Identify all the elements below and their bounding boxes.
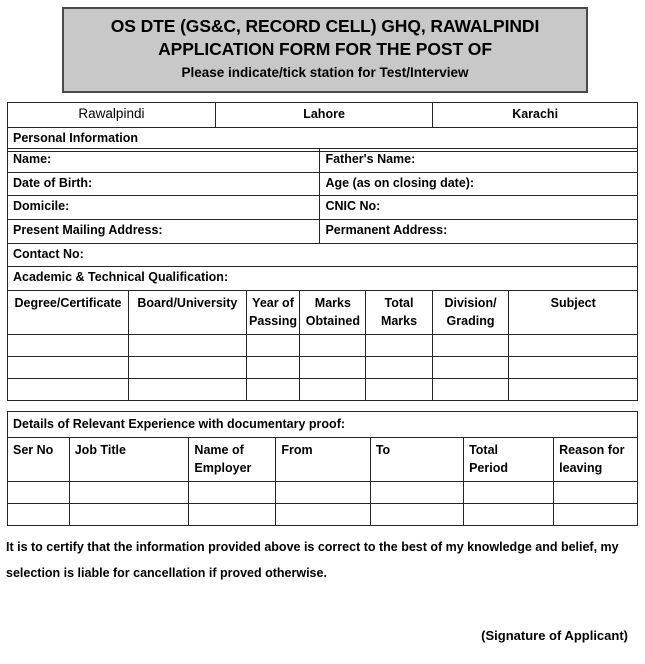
experience-header-to	[370, 438, 463, 482]
academic-cell-division[interactable]	[432, 379, 509, 401]
academic-header-division-line2: Grading	[446, 314, 495, 329]
experience-header-period-line1: Total	[469, 443, 499, 458]
academic-cell-total-marks[interactable]	[366, 335, 432, 357]
experience-cell-from[interactable]	[276, 504, 370, 526]
experience-cell-employer[interactable]	[189, 504, 276, 526]
personal-information-table	[7, 102, 638, 152]
experience-header-total-period	[464, 438, 554, 482]
experience-cell-total-period[interactable]	[464, 482, 554, 504]
academic-header-total-line1: Total	[384, 296, 414, 310]
station-option-karachi[interactable]: Karachi	[433, 103, 638, 128]
table-row	[8, 379, 638, 401]
academic-section-title: Academic & Technical Qualification:	[8, 267, 638, 291]
academic-cell-degree[interactable]	[8, 357, 129, 379]
experience-header-row	[8, 438, 638, 482]
experience-header-employer-line1: Name of	[194, 443, 244, 458]
title-line-organization: OS DTE (GS&C, RECORD CELL) GHQ, RAWALPINDI	[110, 16, 540, 36]
table-row	[8, 504, 638, 526]
label-cnic-no[interactable]: CNIC No:	[320, 196, 638, 220]
personal-fields-table	[7, 148, 638, 291]
label-date-of-birth[interactable]: Date of Birth:	[8, 172, 320, 196]
academic-header-degree-line1: Degree/Certificate	[14, 296, 122, 310]
field-row-addresses	[8, 219, 638, 243]
academic-cell-marks-obtained[interactable]	[300, 357, 366, 379]
academic-header-total-marks	[366, 291, 432, 335]
experience-cell-total-period[interactable]	[464, 504, 554, 526]
experience-table	[7, 411, 638, 526]
personal-information-section-title: Personal Information	[8, 127, 638, 151]
academic-cell-degree[interactable]	[8, 379, 129, 401]
experience-cell-reason[interactable]	[554, 482, 638, 504]
experience-cell-ser-no[interactable]	[8, 482, 70, 504]
academic-cell-degree[interactable]	[8, 335, 129, 357]
experience-header-from	[276, 438, 370, 482]
academic-header-marks-obtained	[300, 291, 366, 335]
experience-header-job-title	[69, 438, 189, 482]
field-row-domicile-cnic	[8, 196, 638, 220]
academic-header-marks-line2: Obtained	[305, 314, 360, 329]
academic-cell-marks-obtained[interactable]	[300, 379, 366, 401]
field-row-dob-age	[8, 172, 638, 196]
academic-header-marks-line1: Marks	[314, 296, 351, 310]
signature-label: (Signature of Applicant)	[481, 628, 628, 643]
table-row	[8, 335, 638, 357]
label-age[interactable]: Age (as on closing date):	[320, 172, 638, 196]
academic-header-board	[128, 291, 246, 335]
experience-header-reason-line1: Reason for	[559, 443, 625, 458]
academic-header-year-line1: Year of	[252, 296, 294, 310]
label-permanent-address[interactable]: Permanent Address:	[320, 219, 638, 243]
label-name[interactable]: Name:	[8, 149, 320, 173]
table-row	[8, 357, 638, 379]
experience-header-ser-no	[8, 438, 70, 482]
academic-cell-board[interactable]	[128, 357, 246, 379]
academic-cell-year[interactable]	[246, 357, 300, 379]
experience-header-ser-line1: Ser No	[13, 443, 54, 458]
academic-section-heading-row	[8, 267, 638, 291]
academic-cell-division[interactable]	[432, 335, 509, 357]
certification-line-1: It is to certify that the information provided above is correct to the best of my knowledge and belief, my	[6, 540, 619, 554]
field-row-contact	[8, 243, 638, 267]
academic-cell-division[interactable]	[432, 357, 509, 379]
academic-header-board-line1: Board/University	[137, 296, 238, 310]
experience-cell-job-title[interactable]	[69, 504, 189, 526]
label-contact-no[interactable]: Contact No:	[8, 243, 638, 267]
table-row	[8, 482, 638, 504]
experience-cell-job-title[interactable]	[69, 482, 189, 504]
station-option-lahore[interactable]: Lahore	[215, 103, 432, 128]
academic-header-subject-line1: Subject	[550, 296, 596, 310]
experience-header-to-line1: To	[375, 443, 391, 458]
experience-cell-ser-no[interactable]	[8, 504, 70, 526]
academic-header-year-of-passing	[246, 291, 300, 335]
experience-header-job-line1: Job Title	[74, 443, 126, 458]
experience-header-employer-line2: Employer	[194, 461, 252, 476]
label-fathers-name[interactable]: Father's Name:	[320, 149, 638, 173]
academic-cell-subject[interactable]	[509, 379, 638, 401]
form-title-banner	[62, 7, 588, 93]
experience-header-employer	[189, 438, 276, 482]
academic-cell-year[interactable]	[246, 379, 300, 401]
label-domicile[interactable]: Domicile:	[8, 196, 320, 220]
experience-section-heading-row	[8, 412, 638, 438]
academic-cell-board[interactable]	[128, 335, 246, 357]
academic-header-division-line1: Division/	[444, 296, 497, 310]
experience-cell-to[interactable]	[370, 482, 463, 504]
experience-header-from-line1: From	[281, 443, 313, 458]
title-line-form-type: APPLICATION FORM FOR THE POST OF	[158, 39, 492, 60]
academic-cell-total-marks[interactable]	[366, 357, 432, 379]
academic-header-total-line2: Marks	[380, 314, 418, 329]
field-row-name	[8, 149, 638, 173]
academic-header-subject	[509, 291, 638, 335]
academic-header-degree	[8, 291, 129, 335]
academic-cell-board[interactable]	[128, 379, 246, 401]
title-line-instruction: Please indicate/tick station for Test/Interview	[181, 64, 469, 80]
certification-line-2: selection is liable for cancellation if proved otherwise.	[6, 566, 327, 581]
academic-cell-total-marks[interactable]	[366, 379, 432, 401]
certification-statement	[6, 534, 638, 587]
experience-cell-to[interactable]	[370, 504, 463, 526]
experience-header-reason-for-leaving	[554, 438, 638, 482]
academic-header-row	[8, 291, 638, 335]
academic-qualification-table	[7, 290, 638, 401]
experience-section-title: Details of Relevant Experience with documentary proof:	[8, 412, 638, 438]
experience-cell-reason[interactable]	[554, 504, 638, 526]
station-option-rawalpindi[interactable]: Rawalpindi	[8, 103, 216, 128]
academic-cell-year[interactable]	[246, 335, 300, 357]
experience-cell-employer[interactable]	[189, 482, 276, 504]
label-present-mailing-address[interactable]: Present Mailing Address:	[8, 219, 320, 243]
experience-cell-from[interactable]	[276, 482, 370, 504]
experience-header-period-line2: Period	[469, 461, 508, 476]
academic-header-division-grading	[432, 291, 509, 335]
station-selection-row	[8, 103, 638, 128]
academic-cell-subject[interactable]	[509, 357, 638, 379]
academic-cell-subject[interactable]	[509, 335, 638, 357]
academic-header-year-line2: Passing	[249, 314, 297, 329]
academic-cell-marks-obtained[interactable]	[300, 335, 366, 357]
experience-header-reason-line2: leaving	[559, 461, 603, 476]
